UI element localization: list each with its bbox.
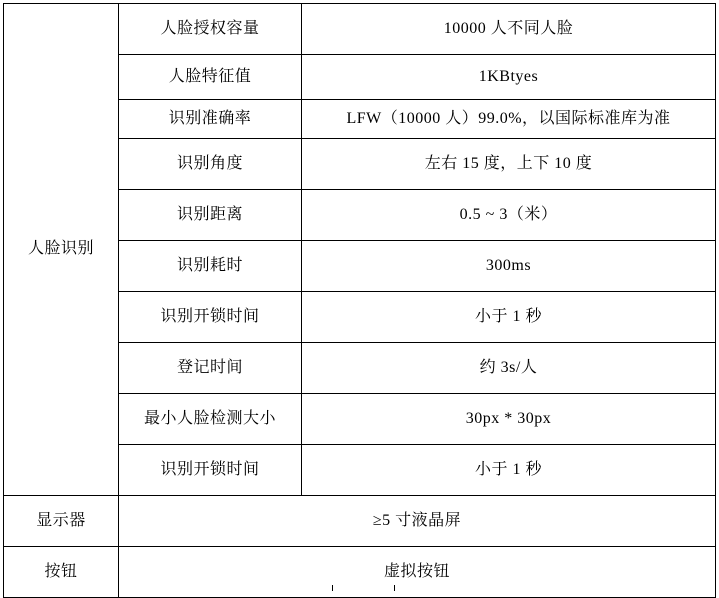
category-cell-face-recognition: 人脸识别: [4, 4, 119, 496]
value-cell: 左右 15 度，上下 10 度: [302, 139, 716, 190]
spec-sheet: [0, 3, 719, 591]
param-cell: 识别开锁时间: [119, 445, 302, 496]
category-cell-display: 显示器: [4, 496, 119, 547]
param-cell: 识别开锁时间: [119, 292, 302, 343]
param-cell: 人脸授权容量: [119, 4, 302, 55]
param-cell: 人脸特征值: [119, 55, 302, 100]
value-cell: 约 3s/人: [302, 343, 716, 394]
param-cell: 最小人脸检测大小: [119, 394, 302, 445]
table-row: [4, 4, 716, 55]
specification-table: [3, 3, 716, 598]
column-divider: [394, 585, 395, 591]
value-cell: LFW（10000 人）99.0%，以国际标准库为准: [302, 100, 716, 139]
value-cell: 小于 1 秒: [302, 445, 716, 496]
param-cell: 识别耗时: [119, 241, 302, 292]
value-cell: 30px * 30px: [302, 394, 716, 445]
param-cell: 识别角度: [119, 139, 302, 190]
param-cell: 识别距离: [119, 190, 302, 241]
column-divider: [332, 585, 333, 591]
category-cell-button: 按钮: [4, 547, 119, 598]
param-cell: 登记时间: [119, 343, 302, 394]
table-row: [4, 496, 716, 547]
table-body: [4, 4, 716, 598]
value-cell: 0.5 ~ 3（米）: [302, 190, 716, 241]
value-cell: 10000 人不同人脸: [302, 4, 716, 55]
table-continuation-stub: [3, 585, 716, 591]
value-cell: 300ms: [302, 241, 716, 292]
param-cell: 识别准确率: [119, 100, 302, 139]
value-cell: 小于 1 秒: [302, 292, 716, 343]
value-cell: 虚拟按钮: [119, 547, 716, 598]
value-cell: ≥5 寸液晶屏: [119, 496, 716, 547]
value-cell: 1KBtyes: [302, 55, 716, 100]
